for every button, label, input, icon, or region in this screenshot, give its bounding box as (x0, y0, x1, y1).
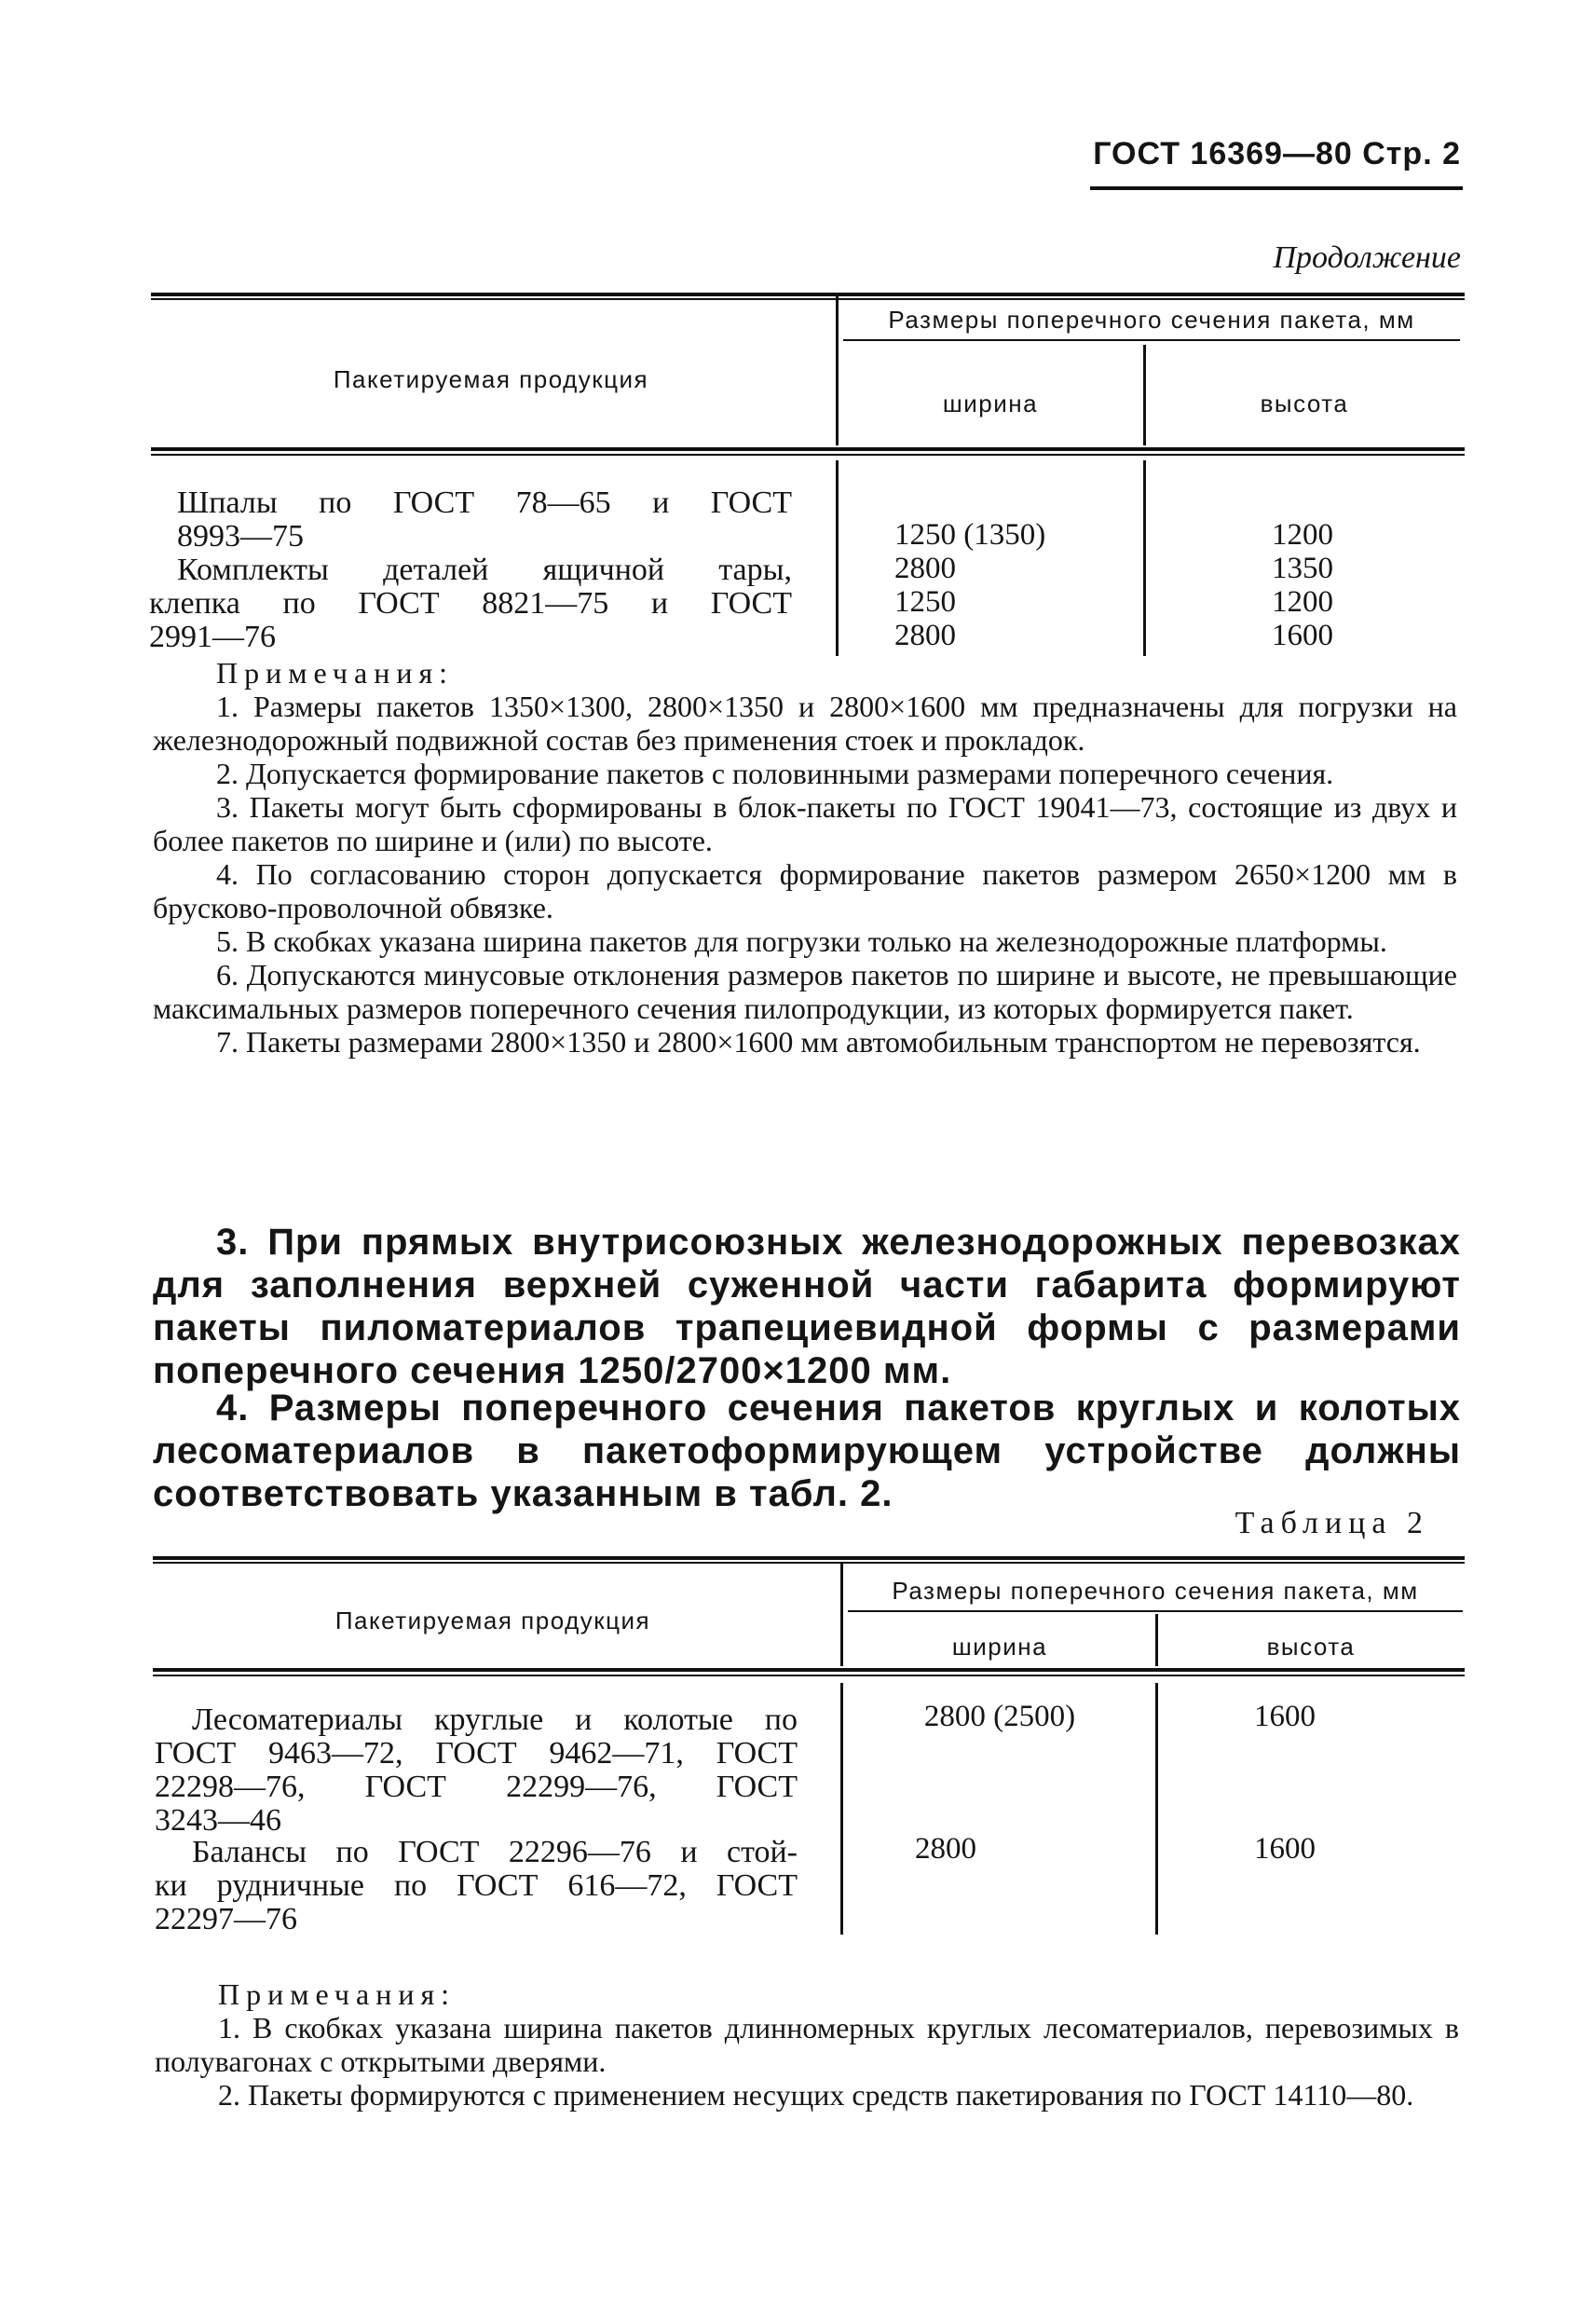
notes1-item-1: 1. Размеры пакетов 1350×1300, 2800×1350 и 2800×1600 мм предназначены для погрузки на железнодорожный подвижной состав без применения стоек и прокладок. (153, 690, 1457, 757)
paragraph-4 (153, 1387, 1461, 1515)
table2-vline-body-2 (1155, 1683, 1158, 1935)
header-underline (1090, 186, 1463, 190)
table2-label-text: Таблица 2 (1235, 1506, 1429, 1540)
notes2-item-1: 1. В скобках указана ширина пакетов длинномерных круглых лесоматериалов, перевозимых в полувагонах с открытыми дверями. (155, 2011, 1459, 2078)
table1-header-rule-2 (151, 454, 1465, 456)
table1-vline-header (836, 296, 839, 445)
table2-top-rule-2 (153, 1562, 1465, 1564)
table1-row2-height-3: 1600 (1272, 619, 1333, 652)
table1-vline-body-2 (1143, 460, 1146, 656)
paragraph-3 (153, 1221, 1461, 1392)
table2-vline-body (840, 1683, 843, 1935)
table2-row2-height: 1600 (1254, 1832, 1316, 1866)
table1-row1-width: 1250 (1350) (894, 518, 1046, 552)
notes1-item-6: 6. Допускаются минусовые отклонения размеров пакетов по ширине и высоте, не превышающие максимальных размеров поперечного сечения пилопродукции, из которых формируется пакет. (153, 958, 1457, 1025)
table2-row1-width: 2800 (2500) (923, 1700, 1076, 1733)
table1-row2-heights (1193, 552, 1412, 652)
table2-row2-line3: 22297—76 (155, 1902, 297, 1936)
table1-row1-height: 1200 (1272, 518, 1333, 552)
table2-label (1202, 1506, 1429, 1541)
notes1-title: Примечания: (216, 656, 455, 690)
table2-header-rule (153, 1668, 1465, 1672)
table2-row2-line2: ки рудничные по ГОСТ 616—72, ГОСТ (155, 1868, 798, 1903)
table2-row1-product (155, 1703, 798, 1838)
table2-top-rule (153, 1556, 1465, 1560)
table2-row1-line1: Лесоматериалы круглые и колотые по (192, 1702, 798, 1737)
table1-row2-line3: 2991—76 (149, 620, 276, 654)
table2-row1-height: 1600 (1254, 1700, 1316, 1733)
table1-row1-line2: 8993—75 (177, 519, 304, 554)
table1-row2-width-3: 2800 (894, 619, 956, 652)
table2-vline-sub (1155, 1614, 1158, 1666)
notes1-item-5: 5. В скобках указана ширина пакетов для погрузки только на железнодорожные платформы. (216, 924, 1387, 958)
table1-subheader-rule (843, 339, 1460, 341)
table1-row2-widths (894, 552, 1034, 652)
table2-row2-product (155, 1836, 798, 1936)
notes1-item-3: 3. Пакеты могут быть сформированы в блок-пакеты по ГОСТ 19041—73, состоящие из двух и более пакетов по ширине и (или) по высоте. (153, 790, 1457, 857)
table2-header-rule-2 (153, 1675, 1465, 1676)
table1-row2-height-2: 1200 (1272, 585, 1333, 619)
table1-row2-line2: клепка по ГОСТ 8821—75 и ГОСТ (149, 586, 792, 621)
table2-row2-width: 2800 (915, 1832, 976, 1866)
notes1-item-2: 2. Допускается формирование пакетов с половинными размерами поперечного сечения. (216, 757, 1334, 790)
notes1-item-7: 7. Пакеты размерами 2800×1350 и 2800×1600 мм автомобильным транспортом не перевозятся. (216, 1025, 1421, 1059)
paragraph-4-text: 4. Размеры поперечного сечения пакетов круглых и колотых лесоматериалов в пакетоформирующем устройстве должны соответствовать указанным в табл. 2. (153, 1388, 1461, 1514)
table1-row1-product (177, 486, 792, 554)
table1-top-rule-2 (151, 298, 1465, 300)
notes2-item-2: 2. Пакеты формируются с применением несущих средств пакетирования по ГОСТ 14110—80. (218, 2078, 1414, 2112)
table1-row1-line1: Шпалы по ГОСТ 78—65 и ГОСТ (177, 485, 792, 520)
table1-product-header: Пакетируемая продукция (333, 365, 649, 393)
notes1-item-4: 4. По согласованию сторон допускается формирование пакетов размером 2650×1200 мм в брусково-проволочной обвязке. (153, 857, 1457, 924)
table2-row1-line2: ГОСТ 9463—72, ГОСТ 9462—71, ГОСТ (155, 1736, 798, 1771)
paragraph-3-text: 3. При прямых внутрисоюзных железнодорожных перевозках для заполнения верхней суженной части габарита формируют пакеты пиломатериалов трапециевидной формы с размерами поперечного сечения 1250/2700×1200 мм. (153, 1222, 1461, 1391)
page-header: ГОСТ 16369—80 Стр. 2 (1093, 136, 1461, 171)
table1-row2-product (149, 554, 792, 654)
table1-row2-width-1: 2800 (894, 552, 956, 585)
table1-header-rule (151, 447, 1465, 451)
table2-row1-line3: 22298—76, ГОСТ 22299—76, ГОСТ (155, 1770, 798, 1804)
table1-vline-body (836, 460, 839, 656)
table2-width-header: ширина (951, 1633, 1048, 1661)
continuation-label: Продолжение (1273, 240, 1461, 275)
table2-row2-line1: Балансы по ГОСТ 22296—76 и стой- (192, 1835, 798, 1869)
table2-vline-header (840, 1562, 843, 1666)
table2-row1-line4: 3243—46 (155, 1803, 281, 1838)
table1-row2-width-2: 1250 (894, 585, 956, 619)
table2-product-header: Пакетируемая продукция (334, 1607, 651, 1634)
table1-group-header: Размеры поперечного сечения пакета, мм (888, 306, 1415, 334)
table1-top-rule (151, 293, 1465, 296)
table2-height-header: высота (1266, 1633, 1356, 1661)
table1-height-header: высота (1260, 390, 1349, 417)
table2-subheader-rule (848, 1610, 1463, 1612)
notes-2 (155, 1977, 1459, 2112)
table2-group-header: Размеры поперечного сечения пакета, мм (892, 1577, 1419, 1605)
notes2-title: Примечания: (218, 1977, 457, 2011)
table1-vline-sub (1143, 345, 1146, 445)
table1-width-header: ширина (942, 390, 1039, 417)
table1-row2-height-1: 1350 (1272, 552, 1333, 585)
table1-row2-line1: Комплекты деталей ящичной тары, (177, 553, 792, 587)
notes-1 (153, 656, 1457, 1059)
